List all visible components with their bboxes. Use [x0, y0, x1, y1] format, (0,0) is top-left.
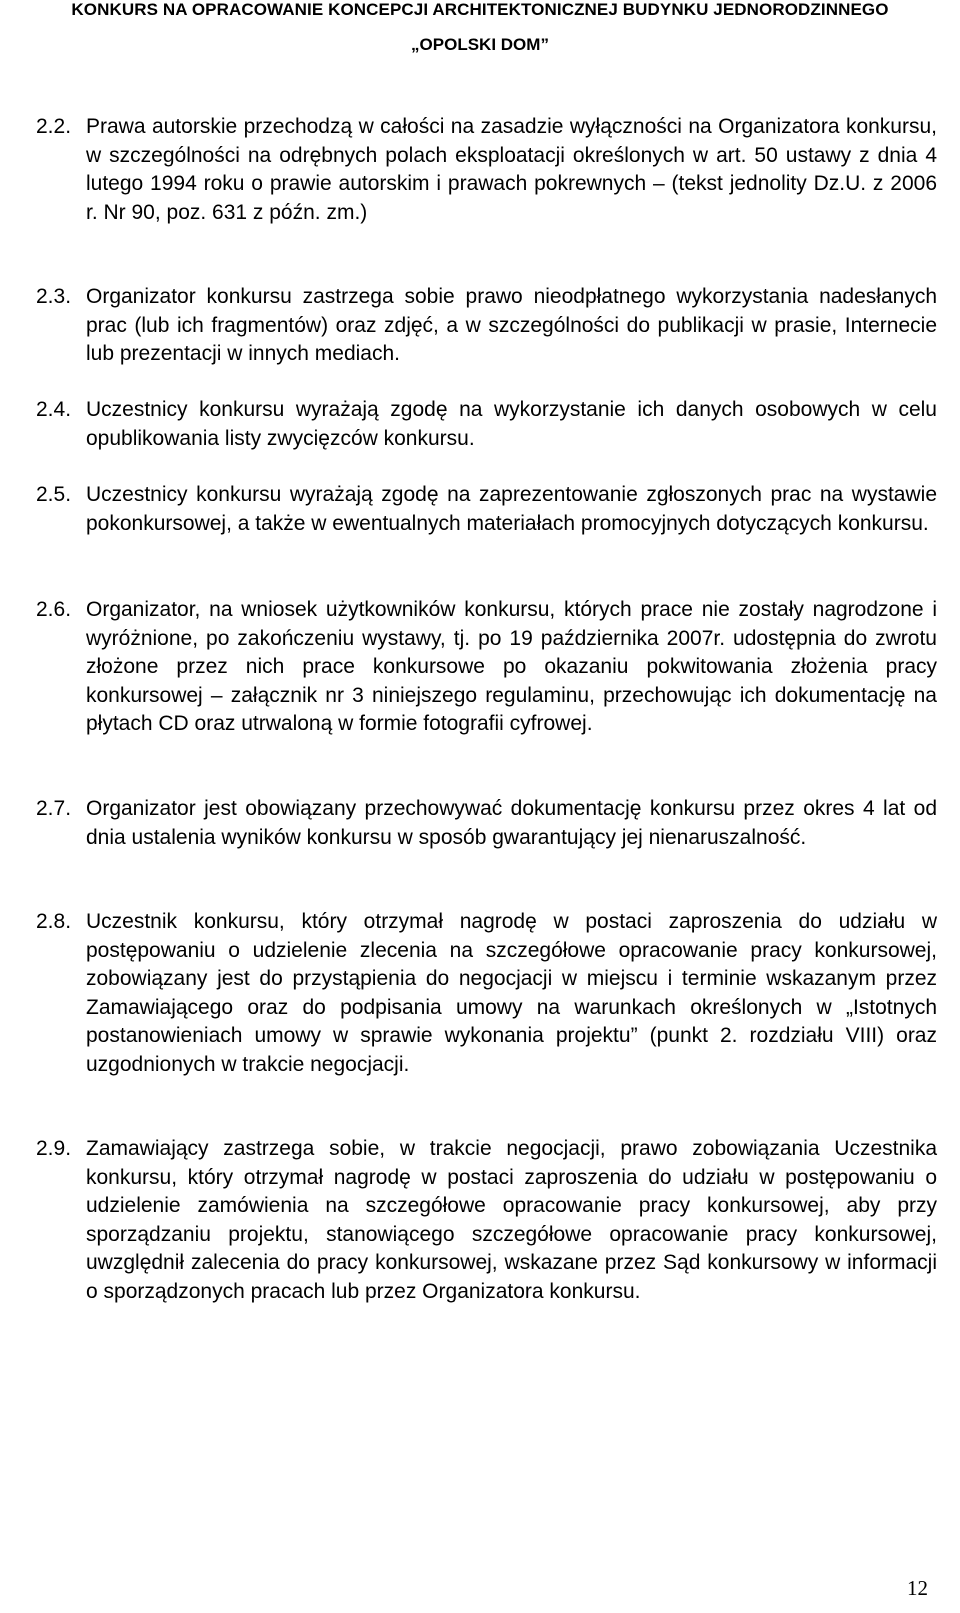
- section-text: Organizator, na wniosek użytkowników konkursu, których prace nie zostały nagrodzone i wyróżnione, po zakończeniu wystawy, tj. po 19 października 2007r. udostępnia do zwrotu złożone przez nich prace konkursowe po okazaniu pokwitowania złożenia pracy konkursowej – załącznik nr 3 niniejszego regulaminu, przechowując ich dokumentację na płytach CD oraz utrwaloną w formie fotografii cyfrowej.: [86, 598, 937, 735]
- header-title: KONKURS NA OPRACOWANIE KONCEPCJI ARCHITEKTONICZNEJ BUDYNKU JEDNORODZINNEGO: [71, 0, 889, 19]
- section-number: 2.7.: [36, 797, 72, 820]
- section-text: Organizator jest obowiązany przechowywać dokumentację konkursu przez okres 4 lat od dnia ustalenia wyników konkursu w sposób gwarantujący jej nienaruszalność.: [86, 797, 937, 849]
- section-text: Uczestnik konkursu, który otrzymał nagrodę w postaci zaproszenia do udziału w postępowaniu o udzielenie zlecenia na szczegółowe opracowanie pracy konkursowej, zobowiązany jest do przystąpienia do negocjacji w miejscu i terminie wskazanym przez Zamawiającego oraz do podpisania umowy na warunkach określonych w „Istotnych postanowieniach umowy w sprawie wykonania projektu” (punkt 2. rozdziału VIII) oraz uzgodnionych w trakcie negocjacji.: [86, 910, 937, 1076]
- section-text: Zamawiający zastrzega sobie, w trakcie negocjacji, prawo zobowiązania Uczestnika konkursu, który otrzymał nagrodę w postaci zaproszenia do udziału w postępowaniu o udzielenie zamówienia na szczegółowe opracowanie pracy konkursowej, aby przy sporządzaniu projektu, stanowiącego szczegółowe opracowanie pracy konkursowej, uwzględnił zalecenia do pracy konkursowej, wskazane przez Sąd konkursowy w informacji o sporządzonych pracach lub przez Organizatora konkursu.: [86, 1137, 937, 1303]
- section-number: 2.3.: [36, 285, 72, 308]
- header-subtitle: „OPOLSKI DOM”: [411, 35, 549, 54]
- section-number: 2.8.: [36, 910, 72, 933]
- section-text: Uczestnicy konkursu wyrażają zgodę na zaprezentowanie zgłoszonych prac na wystawie pokonkursowej, a także w ewentualnych materiałach promocyjnych dotyczących konkursu.: [86, 483, 937, 535]
- section-text: Prawa autorskie przechodzą w całości na zasadzie wyłączności na Organizatora konkursu, w szczególności na odrębnych polach eksploatacji określonych w art. 50 ustawy z dnia 4 lutego 1994 roku o prawie autorskim i prawach pokrewnych – (tekst jednolity Dz.U. z 2006 r. Nr 90, poz. 631 z późn. zm.): [86, 115, 937, 224]
- section-number: 2.4.: [36, 398, 72, 421]
- section-text: Uczestnicy konkursu wyrażają zgodę na wykorzystanie ich danych osobowych w celu opublikowania listy zwycięzców konkursu.: [86, 398, 937, 450]
- section-text: Organizator konkursu zastrzega sobie prawo nieodpłatnego wykorzystania nadesłanych prac (lub ich fragmentów) oraz zdjęć, a w szczególności do publikacji w prasie, Internecie lub prezentacji w innych mediach.: [86, 285, 937, 365]
- section-number: 2.9.: [36, 1137, 72, 1160]
- section-number: 2.5.: [36, 483, 72, 506]
- section-number: 2.2.: [36, 115, 72, 138]
- page-number: 12: [907, 1576, 928, 1600]
- section-number: 2.6.: [36, 598, 72, 621]
